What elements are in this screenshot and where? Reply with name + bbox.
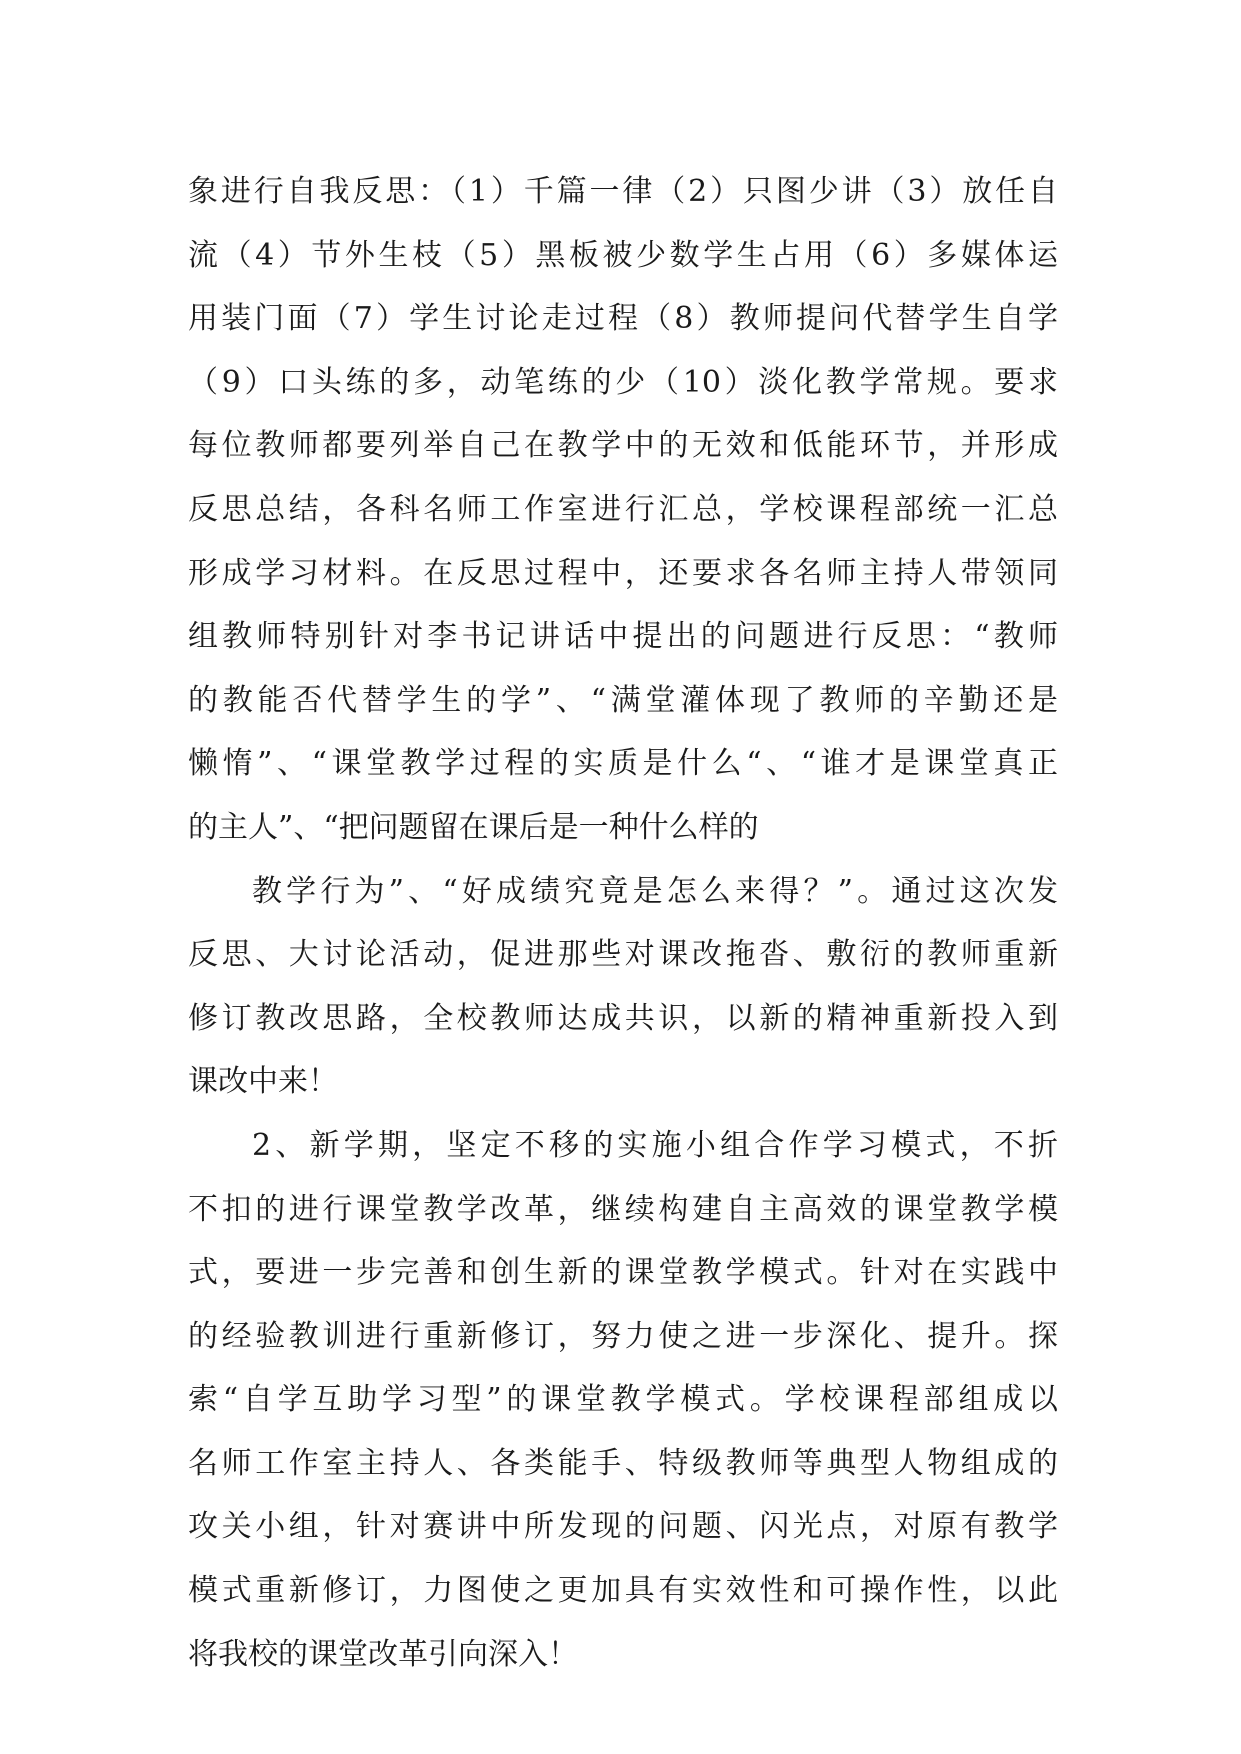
text-line: 每位教师都要列举自己在教学中的无效和低能环节，并形成 — [188, 428, 1058, 464]
text-line: 课改中来！ — [188, 1064, 338, 1100]
text-line: 用装门面（7）学生讨论走过程（8）教师提问代替学生自学 — [188, 301, 1058, 337]
text-line: 懒惰”、“课堂教学过程的实质是什么“、“谁才是课堂真正 — [188, 746, 1058, 782]
document-body — [188, 160, 1058, 1686]
text-line: 攻关小组，针对赛讲中所发现的问题、闪光点，对原有教学 — [188, 1509, 1058, 1545]
text-line: （9）口头练的多，动笔练的少（10）淡化教学常规。要求 — [188, 364, 1058, 400]
text-line: 模式重新修订，力图使之更加具有实效性和可操作性，以此 — [188, 1573, 1058, 1609]
text-line: 组教师特别针对李书记讲话中提出的问题进行反思：“教师 — [188, 619, 1058, 655]
text-line: 反思、大讨论活动，促进那些对课改拖沓、敷衍的教师重新 — [188, 937, 1058, 973]
text-line: 式，要进一步完善和创生新的课堂教学模式。针对在实践中 — [188, 1255, 1058, 1291]
text-line: 流（4）节外生枝（5）黑板被少数学生占用（6）多媒体运 — [188, 237, 1058, 273]
text-line: 修订教改思路，全校教师达成共识，以新的精神重新投入到 — [188, 1000, 1058, 1036]
text-line: 索“自学互助学习型”的课堂教学模式。学校课程部组成以 — [188, 1382, 1058, 1418]
text-line: 不扣的进行课堂教学改革，继续构建自主高效的课堂教学模 — [188, 1191, 1058, 1227]
text-line: 象进行自我反思：（1）千篇一律（2）只图少讲（3）放任自 — [188, 174, 1058, 209]
text-line: 名师工作室主持人、各类能手、特级教师等典型人物组成的 — [188, 1445, 1058, 1481]
paragraph-first-line: 教学行为”、“好成绩究竟是怎么来得？”。通过这次发 — [252, 873, 1058, 909]
text-line: 反思总结，各科名师工作室进行汇总，学校课程部统一汇总 — [188, 491, 1058, 527]
text-line: 的教能否代替学生的学”、“满堂灌体现了教师的辛勤还是 — [188, 682, 1058, 718]
text-line: 的主人”、“把问题留在课后是一种什么样的 — [188, 809, 759, 845]
text-line: 将我校的课堂改革引向深入！ — [188, 1636, 578, 1672]
text-line: 形成学习材料。在反思过程中，还要求各名师主持人带领同 — [188, 555, 1058, 591]
text-line: 的经验教训进行重新修订，努力使之进一步深化、提升。探 — [188, 1318, 1058, 1354]
paragraph-first-line: 2、新学期，坚定不移的实施小组合作学习模式，不折 — [252, 1127, 1058, 1163]
